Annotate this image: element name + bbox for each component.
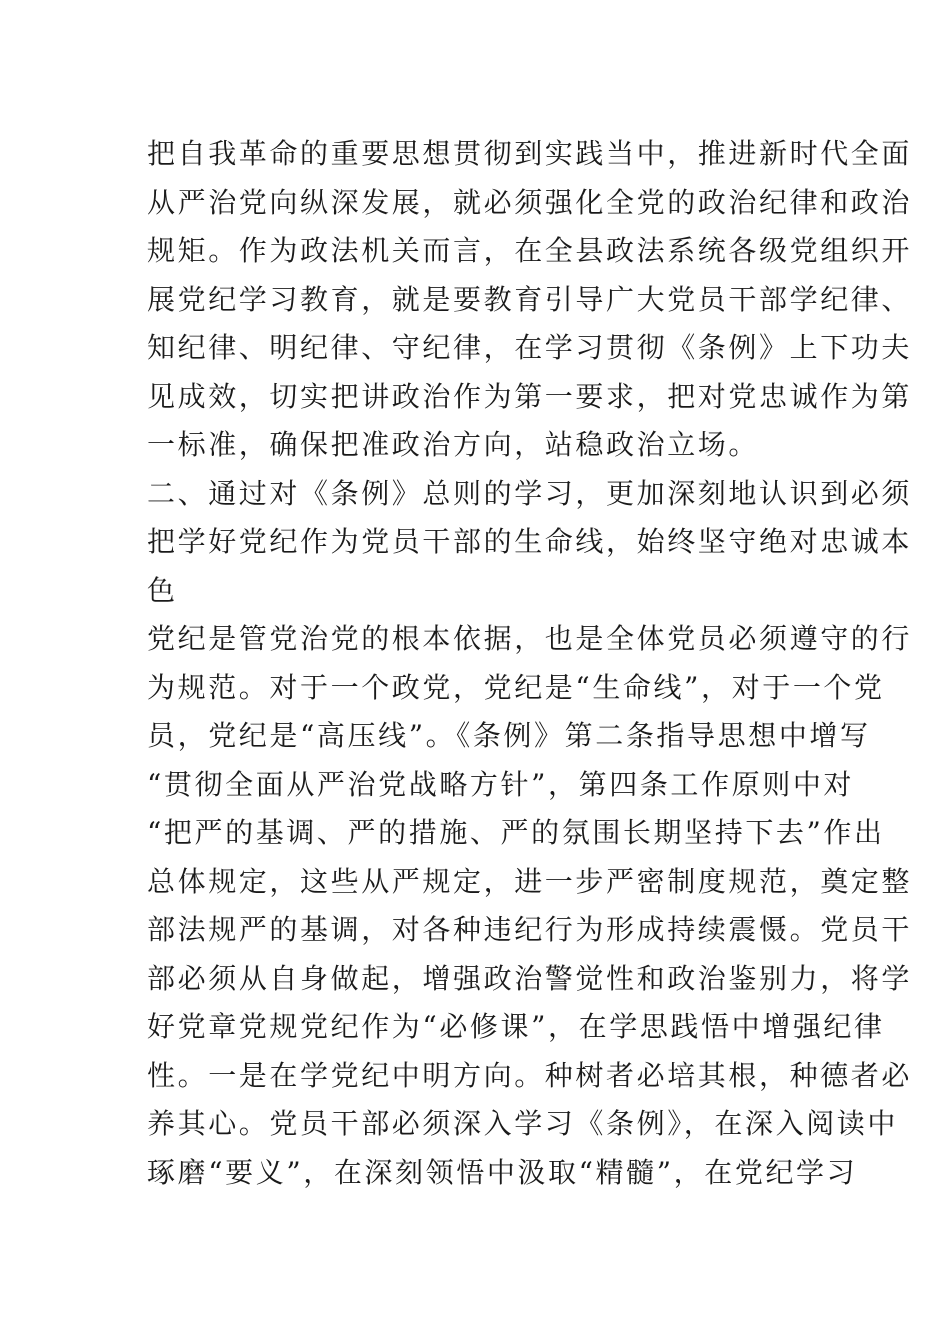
section-heading-line: 二、通过对《条例》总则的学习，更加深刻地认识到必须 (147, 476, 913, 510)
section-heading-line: 把学好党纪作为党员干部的生命线，始终坚守绝对忠诚本 (147, 525, 913, 558)
text-line: 好党章党规党纪作为“必修课”，在学思践悟中增强纪律 (147, 1010, 885, 1043)
text-line: 党纪是管党治党的根本依据，也是全体党员必须遵守的行 (147, 622, 913, 655)
text-line: 部必须从自身做起，增强政治警觉性和政治鉴别力，将学 (147, 961, 913, 995)
text-line: 展党纪学习教育，就是要教育引导广大党员干部学纪律、 (147, 282, 913, 316)
text-line: 部法规严的基调，对各种违纪行为形成持续震慑。党员干 (147, 913, 913, 946)
text-line: 一标准，确保把准政治方向，站稳政治立场。 (147, 428, 760, 461)
section-heading-line: 色 (147, 573, 178, 607)
text-line: 员，党纪是“高压线”。《条例》第二条指导思想中增写 (147, 719, 871, 752)
text-line: “贯彻全面从严治党战略方针”，第四条工作原则中对 (147, 767, 855, 801)
text-line: 为规范。对于一个政党，党纪是“生命线”，对于一个党 (147, 670, 885, 704)
text-line: 知纪律、明纪律、守纪律，在学习贯彻《条例》上下功夫 (147, 331, 913, 364)
text-line: 琢磨“要义”，在深刻领悟中汲取“精髓”，在党纪学习 (147, 1155, 858, 1189)
text-line: 从严治党向纵深发展，就必须强化全党的政治纪律和政治 (147, 185, 913, 219)
text-line: 规矩。作为政法机关而言，在全县政法系统各级党组织开 (147, 234, 913, 267)
text-line: 养其心。党员干部必须深入学习《条例》，在深入阅读中 (147, 1107, 899, 1140)
text-line: 见成效，切实把讲政治作为第一要求，把对党忠诚作为第 (147, 379, 913, 413)
text-line: 总体规定，这些从严规定，进一步严密制度规范，奠定整 (147, 864, 913, 898)
text-line: 把自我革命的重要思想贯彻到实践当中，推进新时代全面 (147, 137, 913, 170)
text-line: 性。一是在学党纪中明方向。种树者必培其根，种德者必 (147, 1058, 913, 1092)
body-text (147, 130, 913, 1197)
text-line: “把严的基调、严的措施、严的氛围长期坚持下去”作出 (147, 816, 885, 849)
